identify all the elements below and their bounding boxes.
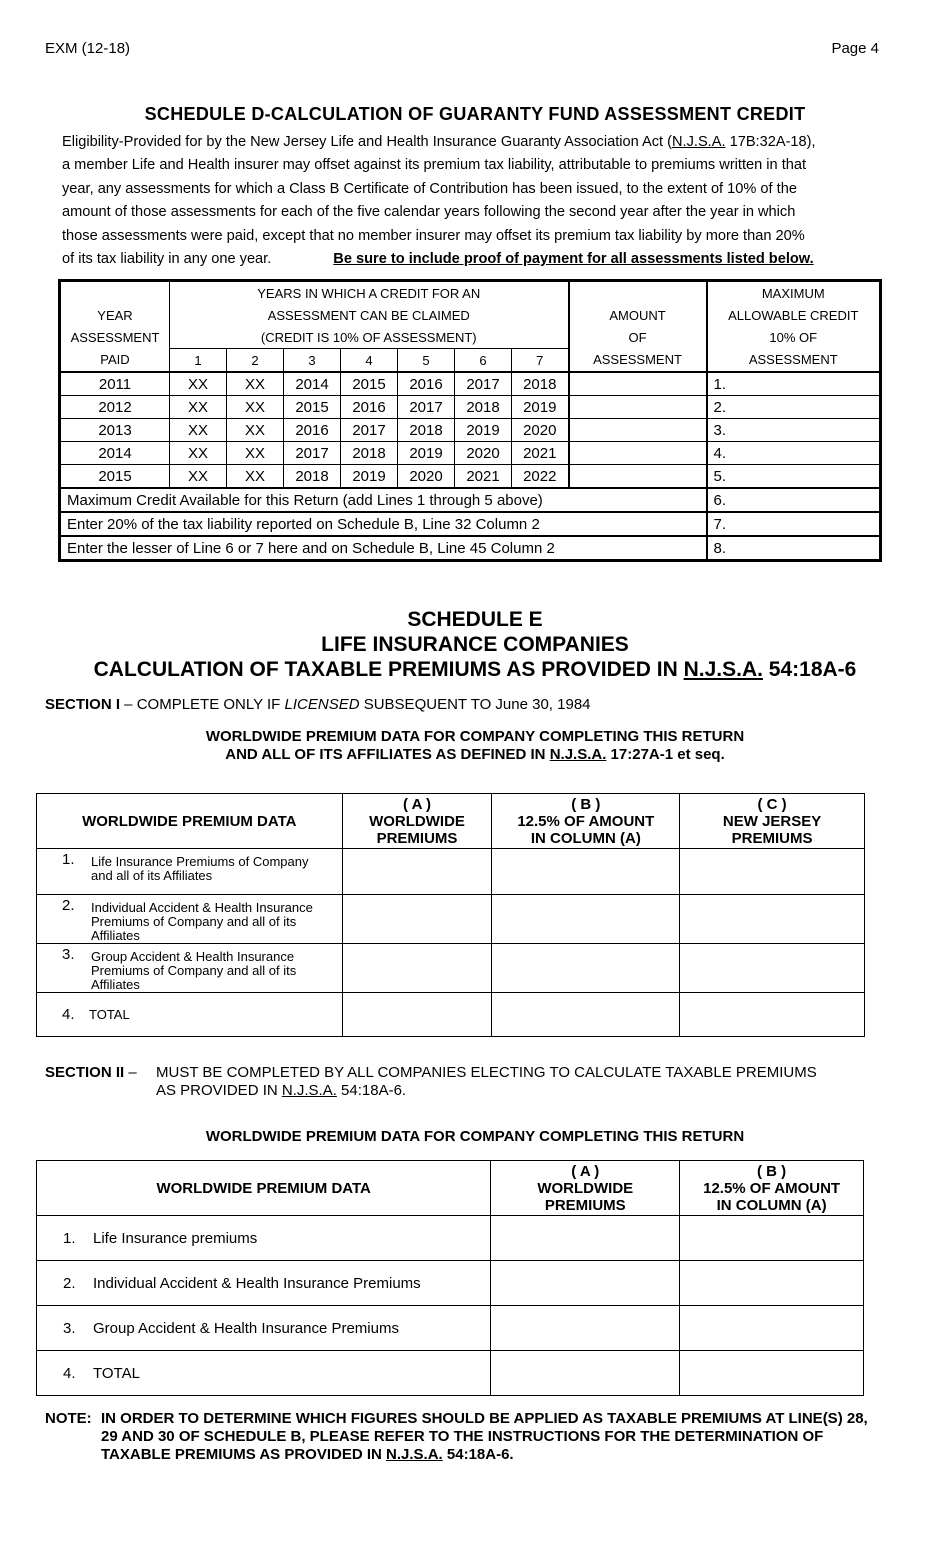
twelve-pct-input[interactable]	[680, 1351, 864, 1396]
year-paid: 2014	[60, 442, 170, 465]
line-number: 1.	[713, 375, 727, 393]
col-header-premium-data: WORLDWIDE PREMIUM DATA	[37, 794, 343, 849]
total-row	[60, 536, 881, 561]
hdr-line: ( B )	[571, 795, 601, 813]
hdr-line: WORLDWIDE	[537, 1179, 634, 1197]
credit-year-cell: 2022	[512, 465, 569, 489]
hdr-line: ( A )	[402, 795, 432, 813]
credit-year-cell: XX	[170, 442, 227, 465]
credit-year-cell: XX	[170, 465, 227, 489]
hdr-line: ( A )	[571, 1162, 600, 1180]
line-number: 4.	[713, 444, 727, 462]
col-num: 4	[341, 349, 398, 373]
schedule-e-title: SCHEDULE E	[407, 608, 543, 631]
title-text: CALCULATION OF TAXABLE PREMIUMS AS PROVIDED IN	[93, 658, 684, 681]
total-row	[60, 512, 881, 536]
sub-text: 17:27A-1 et seq.	[606, 746, 725, 763]
credit-year-cell: 2018	[398, 419, 455, 442]
col-header-c	[680, 794, 865, 849]
worldwide-premium-input[interactable]	[491, 1216, 680, 1261]
section-text	[156, 1082, 817, 1100]
twelve-pct-input[interactable]	[492, 849, 680, 895]
total-label: Enter the lesser of Line 6 or 7 here and on Schedule B, Line 45 Column 2	[60, 536, 707, 561]
col-header-years-claim-1: YEARS IN WHICH A CREDIT FOR AN	[170, 281, 569, 305]
hdr-line: NEW JERSEY	[722, 812, 822, 830]
total-input[interactable]	[707, 512, 881, 536]
eligibility-paragraph	[62, 131, 862, 271]
guaranty-credit-table	[58, 279, 882, 562]
proof-note: Be sure to include proof of payment for all assessments listed below.	[333, 251, 814, 268]
row-label	[37, 895, 343, 944]
credit-year-cell: XX	[170, 372, 227, 396]
col-header-max-3: 10% OF	[707, 326, 881, 349]
section-2-text	[156, 1064, 817, 1100]
row-number: 1.	[63, 1229, 76, 1247]
total-row	[60, 488, 881, 512]
section-label: SECTION II	[45, 1064, 125, 1081]
nj-premium-input[interactable]	[680, 849, 865, 895]
credit-year-cell: 2017	[284, 442, 341, 465]
hdr-line: WORLDWIDE	[369, 812, 465, 830]
credit-year-cell: XX	[170, 419, 227, 442]
schedule-d-title: SCHEDULE D-CALCULATION OF GUARANTY FUND ASSESSMENT CREDIT	[144, 104, 806, 124]
credit-year-cell: XX	[227, 442, 284, 465]
para-line: Eligibility-Provided for by the New Jersey Life and Health Insurance Guaranty Association Act (	[62, 134, 672, 150]
credit-year-cell: XX	[227, 396, 284, 419]
schedule-e-calc-title	[0, 657, 950, 682]
row-label	[37, 1306, 491, 1351]
note-line: 29 AND 30 OF SCHEDULE B, PLEASE REFER TO THE INSTRUCTIONS FOR THE DETERMINATION OF	[101, 1428, 824, 1445]
credit-year-cell: 2017	[455, 372, 512, 396]
statute-ref: N.J.S.A.	[672, 134, 726, 150]
worldwide-premium-input[interactable]	[342, 849, 492, 895]
statute-ref: N.J.S.A.	[683, 658, 763, 681]
note-label: NOTE:	[45, 1410, 92, 1427]
credit-year-cell: 2019	[512, 396, 569, 419]
credit-year-cell: 2020	[512, 419, 569, 442]
col-header-year-1: YEAR	[60, 304, 170, 326]
statute-ref: N.J.S.A.	[386, 1446, 443, 1463]
assessment-row	[60, 372, 881, 396]
amount-input[interactable]	[569, 372, 707, 396]
row-label-line: Life Insurance Premiums of Company	[91, 854, 309, 869]
col-header-amount	[569, 281, 707, 305]
credit-year-cell: 2016	[284, 419, 341, 442]
hdr-line: 12.5% OF AMOUNT	[517, 812, 655, 830]
hdr-line: IN COLUMN (A)	[530, 829, 641, 847]
row-label	[37, 1261, 491, 1306]
section-dash: –	[124, 1064, 137, 1081]
amount-input[interactable]	[569, 419, 707, 442]
row-number: 4.	[62, 1006, 75, 1023]
title-text: 54:18A-6	[762, 658, 857, 681]
credit-year-cell: 2015	[284, 396, 341, 419]
premium-row	[37, 849, 865, 895]
row-label-line: Premiums of Company and all of its	[91, 914, 297, 929]
year-paid: 2015	[60, 465, 170, 489]
note	[45, 1410, 915, 1464]
note-line: IN ORDER TO DETERMINE WHICH FIGURES SHOULD BE APPLIED AS TAXABLE PREMIUMS AT LINE(S) 28,	[101, 1410, 868, 1427]
col-header-year-3: PAID	[60, 349, 170, 373]
para-line: year, any assessments for which a Class B Certificate of Contribution has been issued, to the extent of 10% of the	[62, 180, 797, 197]
row-label-text: TOTAL	[93, 1364, 140, 1382]
form-id: EXM (12-18)	[45, 40, 131, 57]
total-label: Maximum Credit Available for this Return (add Lines 1 through 5 above)	[60, 488, 707, 512]
section-1-table	[36, 793, 865, 1037]
section-text-italic: LICENSED	[284, 696, 360, 713]
section-text-part: AS PROVIDED IN	[156, 1082, 282, 1099]
premium-row	[37, 993, 865, 1037]
row-number: 3.	[63, 1319, 76, 1337]
line-number: 5.	[713, 467, 727, 485]
row-label-line: Individual Accident & Health Insurance	[91, 900, 313, 915]
twelve-pct-input[interactable]	[680, 1216, 864, 1261]
twelve-pct-input[interactable]	[680, 1306, 864, 1351]
nj-premium-input[interactable]	[680, 944, 865, 993]
col-header-a	[491, 1161, 680, 1216]
sub-text: AND ALL OF ITS AFFILIATES AS DEFINED IN	[225, 746, 550, 763]
row-label-text: Life Insurance premiums	[93, 1229, 258, 1247]
hdr-line: ( B )	[757, 1162, 787, 1180]
row-number: 1.	[62, 851, 75, 868]
credit-year-cell: 2014	[284, 372, 341, 396]
premium-row	[37, 1216, 864, 1261]
section-2-heading	[45, 1064, 137, 1081]
premium-row	[37, 944, 865, 993]
para-line: 17B:32A-18),	[725, 134, 816, 150]
hdr-line: PREMIUMS	[731, 829, 813, 847]
col-header-b	[492, 794, 680, 849]
credit-year-cell: 2016	[398, 372, 455, 396]
credit-year-cell: 2018	[341, 442, 398, 465]
credit-year-cell: 2020	[398, 465, 455, 489]
note-text: TAXABLE PREMIUMS AS PROVIDED IN	[101, 1446, 387, 1463]
col-num: 3	[284, 349, 341, 373]
total-input[interactable]	[707, 536, 881, 561]
note-line	[101, 1446, 868, 1464]
statute-ref: N.J.S.A.	[549, 746, 607, 763]
twelve-pct-input[interactable]	[492, 895, 680, 944]
col-num: 5	[398, 349, 455, 373]
nj-premium-input[interactable]	[680, 993, 865, 1037]
hdr-line: 12.5% OF AMOUNT	[703, 1179, 841, 1197]
row-number: 3.	[62, 946, 75, 963]
credit-year-cell: 2016	[341, 396, 398, 419]
row-label-text: Individual Accident & Health Insurance Premiums	[93, 1274, 421, 1292]
amount-input[interactable]	[569, 442, 707, 465]
row-label	[37, 993, 343, 1037]
schedule-e-subtitle: LIFE INSURANCE COMPANIES	[321, 633, 629, 656]
section-text-part: 54:18A-6.	[336, 1082, 407, 1099]
col-header-years-claim-3: (CREDIT IS 10% OF ASSESSMENT)	[170, 326, 569, 349]
section-1-sub2	[0, 746, 950, 764]
credit-year-cell: XX	[227, 419, 284, 442]
line-number: 3.	[713, 421, 727, 439]
max-credit-input[interactable]	[707, 396, 881, 419]
para-line: amount of those assessments for each of the five calendar years following the second year after the year in which	[62, 204, 796, 221]
col-num: 2	[227, 349, 284, 373]
section-text: SUBSEQUENT TO June 30, 1984	[359, 696, 591, 713]
col-header-max-4: ASSESSMENT	[707, 349, 881, 373]
col-header-amount-3: ASSESSMENT	[569, 349, 707, 373]
row-number: 2.	[62, 897, 75, 914]
credit-year-cell: 2021	[455, 465, 512, 489]
amount-input[interactable]	[569, 396, 707, 419]
max-credit-input[interactable]	[707, 419, 881, 442]
line-number: 8.	[713, 539, 727, 557]
section-2-table	[36, 1160, 864, 1396]
worldwide-premium-input[interactable]	[342, 944, 492, 993]
col-header-amount-1: AMOUNT	[569, 304, 707, 326]
row-label-line: Premiums of Company and all of its	[91, 963, 297, 978]
credit-year-cell: 2015	[341, 372, 398, 396]
hdr-line: PREMIUMS	[376, 829, 458, 847]
assessment-row	[60, 442, 881, 465]
amount-input[interactable]	[569, 465, 707, 489]
credit-year-cell: 2019	[398, 442, 455, 465]
col-header-years-claim-2: ASSESSMENT CAN BE CLAIMED	[170, 304, 569, 326]
line-number: 2.	[713, 398, 727, 416]
worldwide-premium-input[interactable]	[342, 895, 492, 944]
col-header-b	[680, 1161, 864, 1216]
premium-row	[37, 895, 865, 944]
row-label-line: and all of its Affiliates	[91, 868, 213, 883]
assessment-row	[60, 396, 881, 419]
row-label	[37, 849, 343, 895]
worldwide-premium-input[interactable]	[342, 993, 492, 1037]
credit-year-cell: 2018	[512, 372, 569, 396]
premium-row	[37, 1306, 864, 1351]
col-num: 1	[170, 349, 227, 373]
col-num: 6	[455, 349, 512, 373]
para-line: a member Life and Health insurer may offset against its premium tax liability, attributable to premiums written in that	[62, 157, 807, 174]
row-label-line: Group Accident & Health Insurance	[91, 949, 295, 964]
max-credit-input[interactable]	[707, 372, 881, 396]
credit-year-cell: 2019	[341, 465, 398, 489]
row-label-line: Affiliates	[91, 928, 140, 943]
assessment-row	[60, 465, 881, 489]
twelve-pct-input[interactable]	[492, 993, 680, 1037]
credit-year-cell: 2021	[512, 442, 569, 465]
total-label: Enter 20% of the tax liability reported on Schedule B, Line 32 Column 2	[60, 512, 707, 536]
col-header-year-2: ASSESSMENT	[60, 326, 170, 349]
hdr-line: ( C )	[757, 795, 787, 813]
col-header-amount-2: OF	[569, 326, 707, 349]
premium-row	[37, 1351, 864, 1396]
row-number: 2.	[63, 1274, 76, 1292]
col-header-max-2: ALLOWABLE CREDIT	[707, 304, 881, 326]
worldwide-premium-input[interactable]	[491, 1351, 680, 1396]
worldwide-premium-input[interactable]	[491, 1306, 680, 1351]
twelve-pct-input[interactable]	[492, 944, 680, 993]
max-credit-input[interactable]	[707, 442, 881, 465]
year-paid: 2011	[60, 372, 170, 396]
year-paid: 2013	[60, 419, 170, 442]
row-label	[37, 944, 343, 993]
col-header-year	[60, 281, 170, 305]
credit-year-cell: XX	[227, 465, 284, 489]
section-2-sub: WORLDWIDE PREMIUM DATA FOR COMPANY COMPLETING THIS RETURN	[205, 1128, 745, 1145]
para-line: those assessments were paid, except that no member insurer may offset its premium tax liability by more than 20%	[62, 227, 805, 244]
row-number: 4.	[63, 1364, 76, 1382]
nj-premium-input[interactable]	[680, 895, 865, 944]
credit-year-cell: XX	[170, 396, 227, 419]
row-label-line: Affiliates	[91, 977, 140, 992]
statute-ref: N.J.S.A.	[281, 1082, 337, 1099]
section-1-heading	[45, 696, 591, 713]
section-text: MUST BE COMPLETED BY ALL COMPANIES ELECTING TO CALCULATE TAXABLE PREMIUMS	[156, 1064, 817, 1081]
max-credit-input[interactable]	[707, 465, 881, 489]
row-label-text: Group Accident & Health Insurance Premiums	[93, 1319, 399, 1337]
line-number: 7.	[713, 515, 727, 533]
total-input[interactable]	[707, 488, 881, 512]
section-text: – COMPLETE ONLY IF	[120, 696, 285, 713]
page-number: Page 4	[831, 40, 879, 57]
worldwide-premium-input[interactable]	[491, 1261, 680, 1306]
credit-year-cell: 2018	[284, 465, 341, 489]
credit-year-cell: 2017	[398, 396, 455, 419]
col-header-premium-data: WORLDWIDE PREMIUM DATA	[37, 1161, 491, 1216]
col-header-a	[342, 794, 492, 849]
hdr-line: PREMIUMS	[544, 1196, 626, 1214]
row-label-line: TOTAL	[89, 1006, 130, 1022]
row-label	[37, 1216, 491, 1261]
col-header-max-1: MAXIMUM	[707, 281, 881, 305]
para-line: of its tax liability in any one year.	[62, 251, 272, 268]
year-paid: 2012	[60, 396, 170, 419]
credit-year-cell: 2020	[455, 442, 512, 465]
col-num: 7	[512, 349, 569, 373]
line-number: 6.	[713, 491, 727, 509]
section-label: SECTION I	[45, 696, 121, 713]
credit-year-cell: 2017	[341, 419, 398, 442]
hdr-line: IN COLUMN (A)	[716, 1196, 827, 1214]
row-label	[37, 1351, 491, 1396]
credit-year-cell: 2018	[455, 396, 512, 419]
assessment-row	[60, 419, 881, 442]
note-text: 54:18A-6.	[442, 1446, 514, 1463]
premium-row	[37, 1261, 864, 1306]
twelve-pct-input[interactable]	[680, 1261, 864, 1306]
credit-year-cell: 2019	[455, 419, 512, 442]
credit-year-cell: XX	[227, 372, 284, 396]
section-1-sub1: WORLDWIDE PREMIUM DATA FOR COMPANY COMPLETING THIS RETURN	[205, 728, 745, 745]
